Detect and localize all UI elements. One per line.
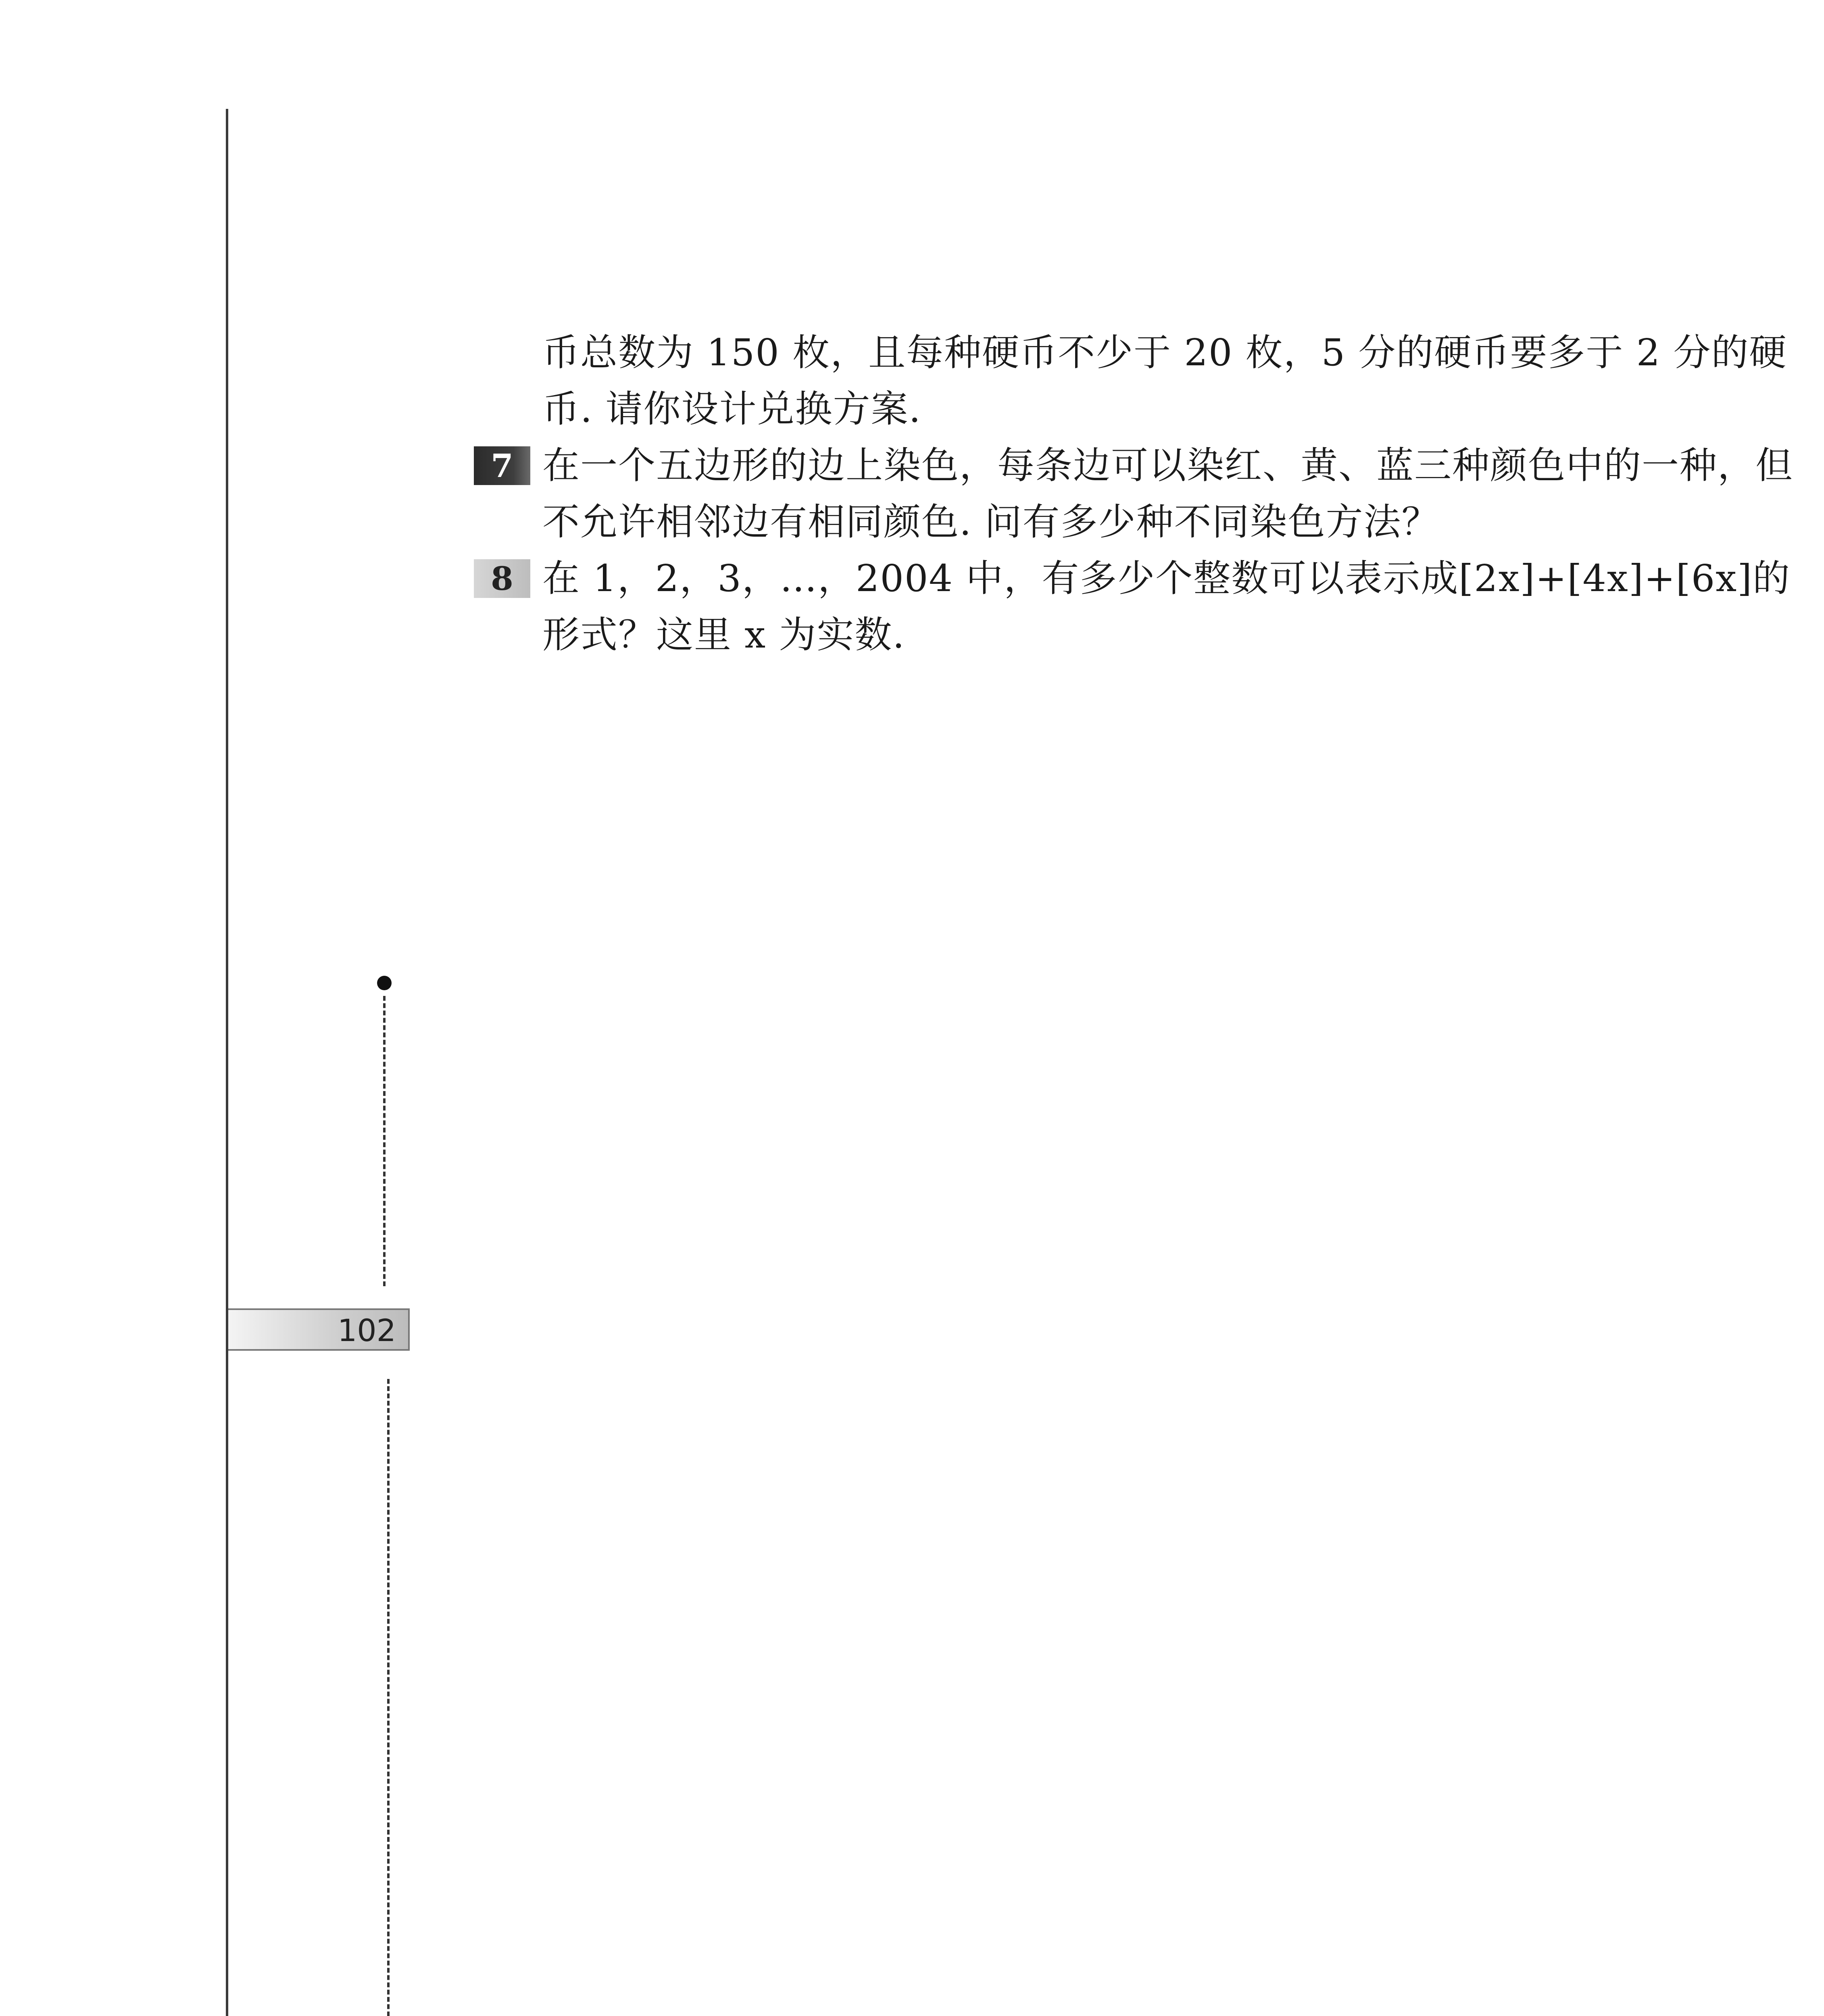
page-number: 102: [337, 1312, 396, 1348]
margin-dashed-line-lower: [387, 1379, 390, 2016]
page-number-tab: [228, 1308, 410, 1351]
problem-7-line-2: 不允许相邻边有相同颜色. 问有多少种不同染色方法？: [542, 500, 1440, 544]
problem-8-line-1: 在 1，2，3，…，2004 中，有多少个整数可以表示成[2x]+[4x]+[6x]的: [542, 557, 1791, 600]
margin-dashed-line-upper: [383, 996, 386, 1286]
margin-dot-ornament: [377, 976, 392, 990]
problem-8-number-badge: 8: [474, 559, 530, 598]
problem-7-number-badge: 7: [474, 446, 530, 485]
problem-6-continued-line-2: 币. 请你设计兑换方案.: [542, 387, 921, 431]
problem-6-continued-line-1: 币总数为 150 枚，且每种硬币不少于 20 枚，5 分的硬币要多于 2 分的硬: [542, 331, 1787, 374]
problem-8-line-2: 形式？这里 x 为实数.: [542, 613, 905, 656]
binding-edge-line: [226, 109, 228, 2016]
problem-7-line-1: 在一个五边形的边上染色，每条边可以染红、黄、蓝三种颜色中的一种，但: [542, 444, 1794, 487]
